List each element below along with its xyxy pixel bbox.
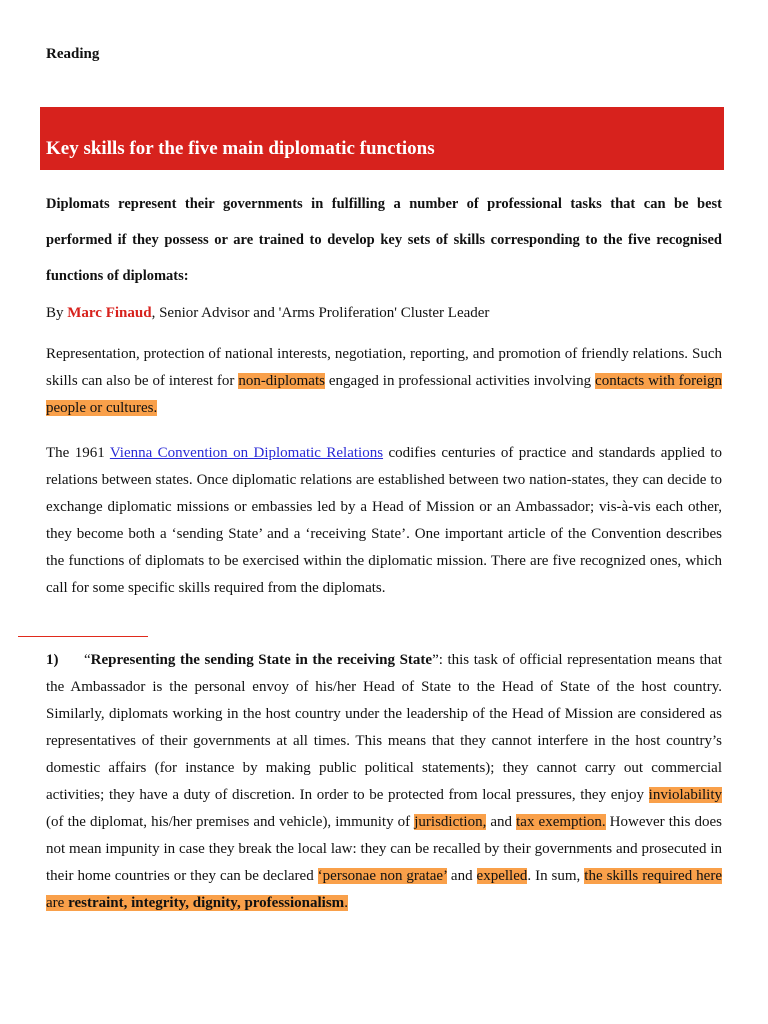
paragraph-function-1: [46, 647, 722, 917]
text-segment: engaged in professional activities involving: [324, 373, 596, 389]
text-segment: However this does not mean impunity in case they break the local law: they can be recalled by their governments and prosecuted in their home countries or they can be declared: [46, 814, 722, 884]
red-divider: [18, 636, 148, 637]
author-name: Marc Finaud: [67, 305, 152, 321]
highlight-non-diplomats: non-diplomats: [238, 373, 325, 389]
list-number: 1): [46, 652, 59, 668]
text-segment: and: [486, 814, 517, 830]
byline-prefix: By: [46, 305, 68, 321]
text-segment: (of the diplomat, his/her premises and vehicle), immunity of: [46, 814, 415, 830]
highlight-jurisdiction: jurisdiction,: [414, 814, 487, 830]
highlight-contacts: contacts with foreign people or cultures.: [46, 373, 722, 416]
highlight-skills-required: the skills required here are: [46, 868, 722, 911]
highlight-key-skills: restraint, integrity, dignity, professionalism: [68, 895, 345, 911]
highlight-personae-non-gratae: ‘personae non gratae’: [317, 868, 447, 884]
text-segment: and: [446, 868, 477, 884]
byline-role: , Senior Advisor and 'Arms Proliferation' Cluster Leader: [151, 305, 490, 321]
highlight-inviolability: inviolability: [648, 787, 722, 803]
function-heading: Representing the sending State in the receiving State: [90, 652, 433, 668]
text-segment: Representation, protection of national interests, negotiation, reporting, and promotion of friendly relations. Such skills can also be of interest for: [46, 346, 722, 389]
highlight-tax-exemption: tax exemption.: [516, 814, 606, 830]
text-segment: ”: this task of official representation means that the Ambassador is the personal envoy of his/her Head of State to the Head of State of the host country. Similarly, diplomats working in the host country under the leadership of the Head of Mission are considered as representatives of their governments at all times. This means that they cannot interfere in the host country’s domestic affairs (for instance by making public political statements); they cannot carry out commercial activities; they have a duty of discretion. In order to be protected from local pressures, they enjoy: [46, 652, 722, 803]
title-banner: [40, 107, 724, 170]
reading-label: Reading: [46, 46, 100, 62]
text-segment: The 1961: [46, 445, 110, 461]
byline: [46, 302, 722, 324]
paragraph-vienna-convention: [46, 440, 722, 602]
highlight-expelled: expelled: [476, 868, 528, 884]
vienna-convention-link[interactable]: Vienna Convention on Diplomatic Relations: [109, 445, 384, 461]
intro-paragraph: Diplomats represent their governments in fulfilling a number of professional tasks that can be best performed if they possess or are trained to develop key sets of skills corresponding to the five recognised functions of diplomats:: [46, 196, 722, 284]
page-title: Key skills for the five main diplomatic functions: [46, 138, 435, 159]
text-segment: .: [344, 895, 348, 911]
text-segment: . In sum,: [527, 868, 585, 884]
open-quote: “: [84, 652, 91, 668]
text-segment: codifies centuries of practice and standards applied to relations between states. Once diplomatic relations are established between two nation-states, they can decide to exchange diplomatic missions or embassies led by a Head of Mission or an Ambassador; vis-à-vis each other, they become both a ‘sending State’ and a ‘receiving State’. One important article of the Convention describes the functions of diplomats to be exercised within the diplomatic mission. There are five recognized ones, which call for some specific skills required from the diplomats.: [46, 445, 722, 596]
paragraph-skills: [46, 341, 722, 422]
